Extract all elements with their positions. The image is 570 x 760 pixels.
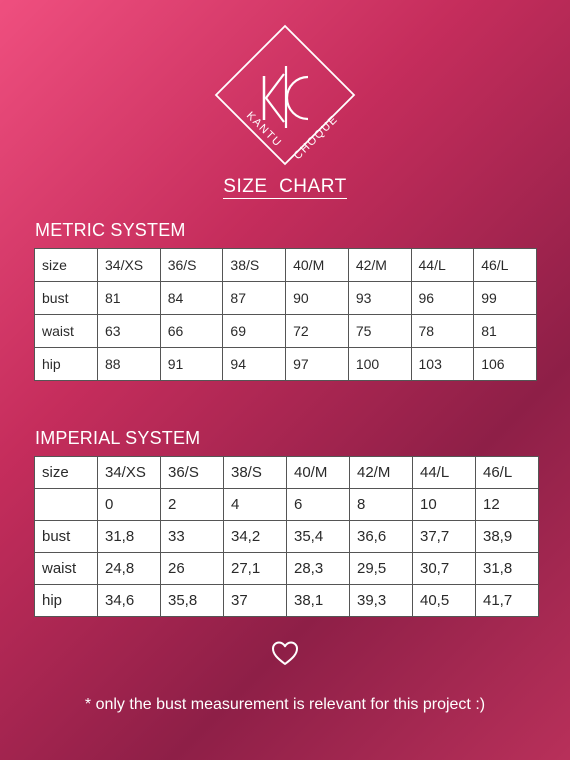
table-row xyxy=(35,553,539,585)
row-header-cell: waist xyxy=(35,553,98,585)
table-cell: 63 xyxy=(98,315,161,348)
table-cell: 34,2 xyxy=(224,521,287,553)
table-cell: 46/L xyxy=(474,249,537,282)
row-header-cell: hip xyxy=(35,585,98,617)
table-row xyxy=(35,489,539,521)
table-row xyxy=(35,457,539,489)
table-cell: 81 xyxy=(474,315,537,348)
row-header-cell: size xyxy=(35,249,98,282)
table-cell: 103 xyxy=(411,348,474,381)
imperial-size-table xyxy=(34,456,539,617)
table-cell: 40,5 xyxy=(413,585,476,617)
heart-outline-icon xyxy=(270,639,300,667)
table-cell: 46/L xyxy=(476,457,539,489)
table-cell: 33 xyxy=(161,521,224,553)
table-cell: 90 xyxy=(286,282,349,315)
table-cell: 30,7 xyxy=(413,553,476,585)
table-cell: 44/L xyxy=(413,457,476,489)
table-cell: 27,1 xyxy=(224,553,287,585)
table-cell: 97 xyxy=(286,348,349,381)
table-cell: 87 xyxy=(223,282,286,315)
table-cell: 75 xyxy=(348,315,411,348)
table-cell: 37,7 xyxy=(413,521,476,553)
table-cell: 69 xyxy=(223,315,286,348)
table-row xyxy=(35,585,539,617)
table-cell: 31,8 xyxy=(476,553,539,585)
table-cell: 0 xyxy=(98,489,161,521)
kantu-choque-logo-icon xyxy=(210,20,360,170)
row-header-cell: waist xyxy=(35,315,98,348)
table-cell: 28,3 xyxy=(287,553,350,585)
table-cell: 4 xyxy=(224,489,287,521)
table-cell: 36/S xyxy=(161,457,224,489)
table-cell: 37 xyxy=(224,585,287,617)
table-cell: 38,9 xyxy=(476,521,539,553)
table-cell: 66 xyxy=(160,315,223,348)
table-cell: 38/S xyxy=(224,457,287,489)
table-cell: 81 xyxy=(98,282,161,315)
table-cell: 34/XS xyxy=(98,249,161,282)
table-cell: 41,7 xyxy=(476,585,539,617)
metric-size-table xyxy=(34,248,537,381)
table-cell: 26 xyxy=(161,553,224,585)
row-header-cell: bust xyxy=(35,521,98,553)
table-cell: 91 xyxy=(160,348,223,381)
table-row xyxy=(35,348,537,381)
table-cell: 36,6 xyxy=(350,521,413,553)
table-cell: 44/L xyxy=(411,249,474,282)
table-row xyxy=(35,249,537,282)
table-cell: 40/M xyxy=(287,457,350,489)
table-row xyxy=(35,282,537,315)
table-cell: 35,4 xyxy=(287,521,350,553)
table-cell: 31,8 xyxy=(98,521,161,553)
table-cell: 40/M xyxy=(286,249,349,282)
metric-section-title: METRIC SYSTEM xyxy=(35,220,186,240)
page-title-text: SIZE CHART xyxy=(223,176,347,197)
table-cell: 36/S xyxy=(160,249,223,282)
row-header-cell: bust xyxy=(35,282,98,315)
page-title xyxy=(0,176,570,198)
table-cell: 38,1 xyxy=(287,585,350,617)
table-cell: 35,8 xyxy=(161,585,224,617)
logo-word-right: CHOQUE xyxy=(291,113,341,163)
table-cell: 34/XS xyxy=(98,457,161,489)
table-cell: 29,5 xyxy=(350,553,413,585)
table-cell: 78 xyxy=(411,315,474,348)
table-cell: 24,8 xyxy=(98,553,161,585)
table-cell: 99 xyxy=(474,282,537,315)
table-cell: 94 xyxy=(223,348,286,381)
table-cell: 2 xyxy=(161,489,224,521)
footnote: * only the bust measurement is relevant for this project :) xyxy=(84,696,486,713)
table-cell: 84 xyxy=(160,282,223,315)
table-row xyxy=(35,521,539,553)
table-cell: 34,6 xyxy=(98,585,161,617)
row-header-cell xyxy=(35,489,98,521)
table-cell: 38/S xyxy=(223,249,286,282)
table-cell: 6 xyxy=(287,489,350,521)
row-header-cell: hip xyxy=(35,348,98,381)
logo-word-left: KANTU xyxy=(243,109,285,150)
table-cell: 88 xyxy=(98,348,161,381)
table-cell: 8 xyxy=(350,489,413,521)
imperial-section-title: IMPERIAL SYSTEM xyxy=(35,428,201,448)
table-cell: 72 xyxy=(286,315,349,348)
table-cell: 42/M xyxy=(348,249,411,282)
table-cell: 42/M xyxy=(350,457,413,489)
row-header-cell: size xyxy=(35,457,98,489)
table-cell: 93 xyxy=(348,282,411,315)
table-row xyxy=(35,315,537,348)
table-cell: 10 xyxy=(413,489,476,521)
table-cell: 106 xyxy=(474,348,537,381)
table-cell: 12 xyxy=(476,489,539,521)
table-cell: 96 xyxy=(411,282,474,315)
table-cell: 100 xyxy=(348,348,411,381)
table-cell: 39,3 xyxy=(350,585,413,617)
